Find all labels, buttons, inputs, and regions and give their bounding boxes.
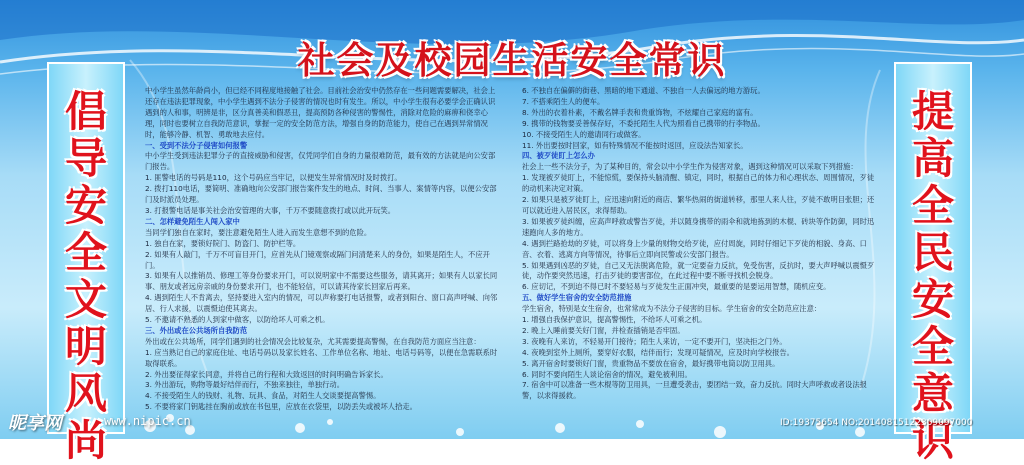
paragraph: 1. 独自在家，要锁好院门、防盗门、防护栏等。 bbox=[145, 238, 301, 248]
paragraph: 6. 同时不要向陌生人谈论宿舍的情况，避免被利用。 bbox=[522, 369, 692, 379]
paragraph: 社会上一些不法分子，为了某种目的，常会以中小学生作为侵害对象，遇到这种情况可以采取下列措施： bbox=[522, 162, 858, 172]
section-heading: 三、外出或在公共场所自我防范 bbox=[145, 325, 248, 335]
left-text-column bbox=[145, 86, 500, 429]
paragraph: 10. 不接受陌生人的邀请同行或做客。 bbox=[522, 129, 646, 139]
section-heading: 一、受到不法分子侵害如何报警 bbox=[145, 140, 248, 150]
paragraph: 6. 不独自在偏僻的街巷、黑暗的地下通道、不独自一人去偏远的地方游玩。 bbox=[522, 86, 765, 95]
right-text-column bbox=[522, 86, 877, 429]
paragraph: 3. 外出游玩，购物等最好结伴而行，不独来独往，单独行动。 bbox=[145, 380, 344, 390]
paragraph: 1. 发现被歹徒盯上，不能惊慌，要保持头脑清醒、镇定，同时，根据自己的体力和心理状态、周围情况，歹徒的动机来决定对策。 bbox=[522, 173, 875, 194]
paragraph: 4. 夜晚到室外上厕所，要穿好衣服，结伴而行；发现可疑情况，应及时向学校报告。 bbox=[522, 347, 794, 357]
page-title: 社会及校园生活安全常识 bbox=[297, 38, 727, 82]
right-banner-text: 提高全民安全意识 bbox=[911, 87, 954, 465]
paragraph: 2. 外出要征得家长同意，并将自己的行程和大致返回的时间明确告诉家长。 bbox=[145, 369, 388, 379]
paragraph: 1. 匪警电话的号码是110，这个号码应当牢记，以便发生异常情况时及时拨打。 bbox=[145, 173, 402, 183]
paragraph: 9. 携带的钱物要妥善保存好，不委托陌生人代为照看自己携带的行李物品。 bbox=[522, 118, 765, 128]
section-heading: 五、做好学生宿舍的安全防范措施 bbox=[522, 293, 632, 303]
left-banner bbox=[47, 62, 125, 465]
paragraph: 4. 遇到陌生人不肯离去，坚持要进入室内的情况，可以声称要打电话报警，或者到阳台、窗口高声呼喊、向邻居、行人求援，以震慑迫使其离去。 bbox=[145, 293, 498, 314]
paragraph: 3. 如果被歹徒纠缠，应高声呼救或警告歹徒，并以随身携带的雨伞和就地拣到的木棍、砖块等作防御，同时迅速跑向人多的地方。 bbox=[522, 216, 875, 237]
paragraph: 当同学们独自在家时，要注意避免陌生人进入而发生意想不到的危险。 bbox=[145, 227, 372, 237]
paragraph: 学生宿舍，特别是女生宿舍，也常常成为不法分子侵害的目标。学生宿舍的安全防范应注意： bbox=[522, 304, 822, 314]
paragraph: 2. 晚上入睡前要关好门窗，并检查插销是否牢固。 bbox=[522, 325, 685, 335]
paragraph: 3. 打报警电话是事关社会治安管理的大事，千万不要随意拨打或以此开玩笑。 bbox=[145, 205, 396, 215]
watermark-logo: www.nipic.cn bbox=[104, 414, 191, 428]
paragraph: 4. 不接受陌生人的钱财、礼物、玩具、食品，对陌生人交谈要提高警惕。 bbox=[145, 391, 381, 401]
right-banner bbox=[894, 62, 972, 465]
paragraph: 1. 增强自我保护意识，提高警惕性，不给坏人可乘之机。 bbox=[522, 315, 707, 325]
paragraph: 1. 应当熟记自己的家庭住址、电话号码以及家长姓名、工作单位名称、地址、电话号码等，以便在急需联系时取得联系。 bbox=[145, 347, 498, 368]
paragraph: 5. 离开宿舍时要锁好门窗，贵重物品不要放在宿舍，最好携带电筒以防卫用具。 bbox=[522, 358, 780, 368]
paragraph: 7. 宿舍中可以准备一些木棍等防卫用具，一旦遭受袭击，要团结一致，奋力反抗。同时大声呼救或者设法报警，以求得援救。 bbox=[522, 380, 867, 401]
paragraph: 中小学生虽然年龄尚小，但已经不同程度地接触了社会。目前社会治安中仍然存在一些问题需要解决，社会上还存在违法犯罪现象，中小学生遇到不法分子侵害的情况也时有发生。所以，中小学生很有必要学会正确认识遇到的人和事，明辨是非，区分真善美和假恶丑，提高预防各种侵害的警惕性，消除对危险的麻痹和侥幸心理，同时也要树立自我防范意识，掌握一定的安全防范方法，增强自身的防范能力，使自己在遇到异常情况时，能够冷静、机智、勇敢地去应付。 bbox=[145, 86, 496, 139]
paragraph: 6. 应切记，不到迫不得已时不要轻易与歹徒发生正面冲突，最重要的是要运用智慧，随机应变。 bbox=[522, 282, 831, 292]
paragraph: 11. 外出要按时回家，如有特殊情况不能按时返回，应设法告知家长。 bbox=[522, 140, 748, 150]
left-banner-text: 倡导安全文明风尚 bbox=[64, 87, 107, 465]
paragraph: 2. 拨打110电话，要简明、准确地向公安部门报告案件发生的地点、时间、当事人、案情等内容，以便公安部门及时派员处理。 bbox=[145, 184, 497, 205]
paragraph: 2. 如果有人敲门，千万不可盲目开门，应首先从门镜观察或隔门问清楚来人的身份，如果是陌生人，不应开门。 bbox=[145, 249, 490, 270]
paragraph: 3. 如果有人以推销员、修理工等身份要求开门，可以说明家中不需要这些服务，请其离开；如果有人以家长同事、朋友或者远房亲戚的身份要求开门，也不能轻信，可以请其待家长回家后再来。 bbox=[145, 271, 498, 292]
section-heading: 二、怎样避免陌生人闯入家中 bbox=[145, 216, 240, 226]
paragraph: 5. 如果遇到凶恶的歹徒，自己又无法脱离危险，就一定要奋力反抗，免受伤害，反抗时，要大声呼喊以震慑歹徒，动作要突然迅速，打击歹徒的要害部位，在此过程中要不断寻找机会脱身。 bbox=[522, 260, 875, 281]
watermark-site: 昵享网 bbox=[8, 413, 62, 434]
watermark-id: ID:19375654 NO:20140815122309097000 bbox=[780, 418, 973, 428]
paragraph: 8. 外出的衣着朴素，不戴名牌手表和贵重饰物，不炫耀自己家庭的富有。 bbox=[522, 107, 758, 117]
paragraph: 5. 不邀请不熟悉的人到家中做客，以防给坏人可乘之机。 bbox=[145, 315, 330, 325]
paragraph: 外出或在公共场所，同学们遇到的社会情况会比较复杂，尤其需要提高警惕，在自我防范方面应当注意： bbox=[145, 336, 481, 346]
paragraph: 4. 遇到拦路抢劫的歹徒，可以将身上少量的财物交给歹徒，应付周旋，同时仔细记下歹徒的相貌、身高、口音、衣着、逃离方向等情况，待事后立即向民警或公安部门报告。 bbox=[522, 238, 867, 259]
section-heading: 四、被歹徒盯上怎么办 bbox=[522, 151, 595, 161]
paragraph: 3. 夜晚有人来访，不轻易开门接待；陌生人来访，一定不要开门，坚决拒之门外。 bbox=[522, 336, 787, 346]
paragraph: 5. 不要将家门钥匙挂在胸前或放在书包里，应放在衣袋里，以防丢失或被坏人拾走。 bbox=[145, 402, 417, 412]
paragraph: 7. 不搭乘陌生人的便车。 bbox=[522, 96, 605, 106]
paragraph: 中小学生受到违法犯罪分子的直接威胁和侵害，仅凭同学们自身的力量很难防范，最有效的方法就是向公安部门报告。 bbox=[145, 151, 496, 172]
paragraph: 2. 如果只是被歹徒盯上，应迅速向附近的商店、繁华热闹的街道转移，那里人来人往，歹徒不敢明目张胆；还可以就近进入居民区，求得帮助。 bbox=[522, 195, 875, 215]
